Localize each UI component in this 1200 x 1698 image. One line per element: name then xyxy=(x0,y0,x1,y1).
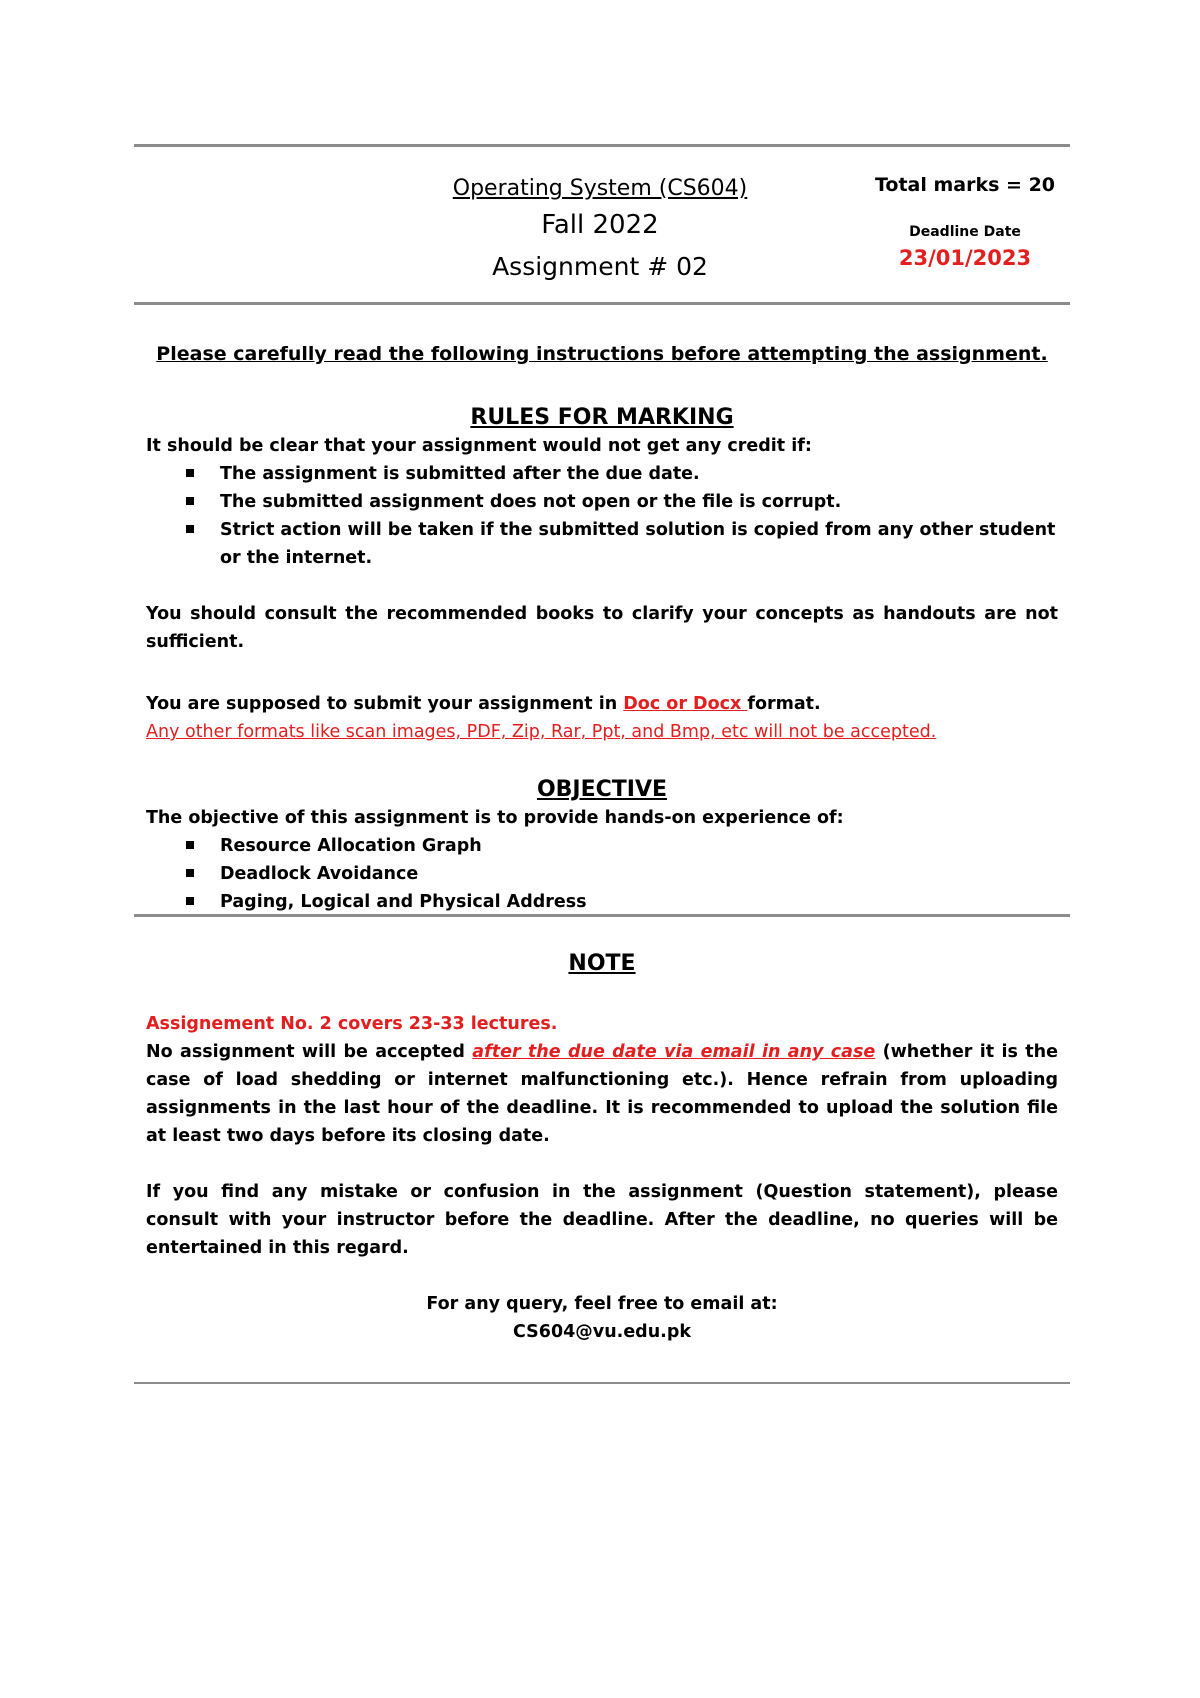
list-item: The assignment is submitted after the due date. xyxy=(146,460,1058,488)
footer-divider xyxy=(134,1382,1070,1384)
email-warning-highlight: after the due date via email in any case xyxy=(472,1042,876,1062)
list-item: The submitted assignment does not open or the file is corrupt. xyxy=(146,488,1058,516)
objective-divider xyxy=(134,914,1070,917)
term-title: Fall 2022 xyxy=(541,210,659,240)
contact-email[interactable]: CS604@vu.edu.pk xyxy=(513,1322,691,1342)
assignment-title: Assignment # 02 xyxy=(492,252,708,281)
list-item: Deadlock Avoidance xyxy=(146,860,1058,888)
bullet-square-icon xyxy=(186,869,194,877)
total-marks: Total marks = 20 xyxy=(874,174,1056,196)
note-paragraph-2: If you find any mistake or confusion in the assignment (Question statement), please consult with your instructor before the deadline. After the deadline, no queries will be entertained in this regard. xyxy=(146,1182,1058,1258)
deadline-date: 23/01/2023 xyxy=(898,246,1032,270)
note-title: NOTE xyxy=(568,951,636,976)
consult-paragraph: You should consult the recommended books to clarify your concepts as handouts are not sufficient. xyxy=(146,604,1058,652)
format-highlight: Doc or Docx xyxy=(623,694,748,714)
list-item: Paging, Logical and Physical Address xyxy=(146,888,1058,916)
course-title: Operating System (CS604) xyxy=(452,176,748,201)
objective-title: OBJECTIVE xyxy=(536,777,668,802)
rules-list xyxy=(146,460,1058,572)
format-paragraph: You are supposed to submit your assignment in Doc or Docx format. xyxy=(146,694,821,714)
contact-label: For any query, feel free to email at: xyxy=(426,1294,778,1314)
instructions-heading: Please carefully read the following instructions before attempting the assignment. xyxy=(156,343,1048,365)
format-warning: Any other formats like scan images, PDF, Zip, Rar, Ppt, and Bmp, etc will not be accepted. xyxy=(146,722,937,742)
rules-section xyxy=(146,404,1058,572)
deadline-label: Deadline Date xyxy=(909,224,1021,240)
list-item: Resource Allocation Graph xyxy=(146,832,1058,860)
list-item: Strict action will be taken if the submitted solution is copied from any other student or the internet. xyxy=(146,516,1058,572)
objective-list xyxy=(146,832,1058,916)
objective-intro: The objective of this assignment is to provide hands-on experience of: xyxy=(146,808,844,828)
objective-section xyxy=(146,776,1058,916)
bullet-square-icon xyxy=(186,897,194,905)
bullet-square-icon xyxy=(186,497,194,505)
coverage-note: Assignement No. 2 covers 23-33 lectures. xyxy=(146,1014,558,1034)
bullet-square-icon xyxy=(186,841,194,849)
header-bottom-divider xyxy=(134,302,1070,305)
bullet-square-icon xyxy=(186,525,194,533)
note-paragraph-1: No assignment will be accepted after the due date via email in any case (whether it is the case of load shedding or internet malfunctioning etc.). Hence refrain from uploading assignments in the last hour of the deadline. It is recommended to upload the solution file at least two days before its closing date. xyxy=(146,1042,1058,1146)
rules-intro: It should be clear that your assignment would not get any credit if: xyxy=(146,436,812,456)
header-top-divider xyxy=(134,144,1070,147)
rules-title: RULES FOR MARKING xyxy=(470,405,734,430)
bullet-square-icon xyxy=(186,469,194,477)
